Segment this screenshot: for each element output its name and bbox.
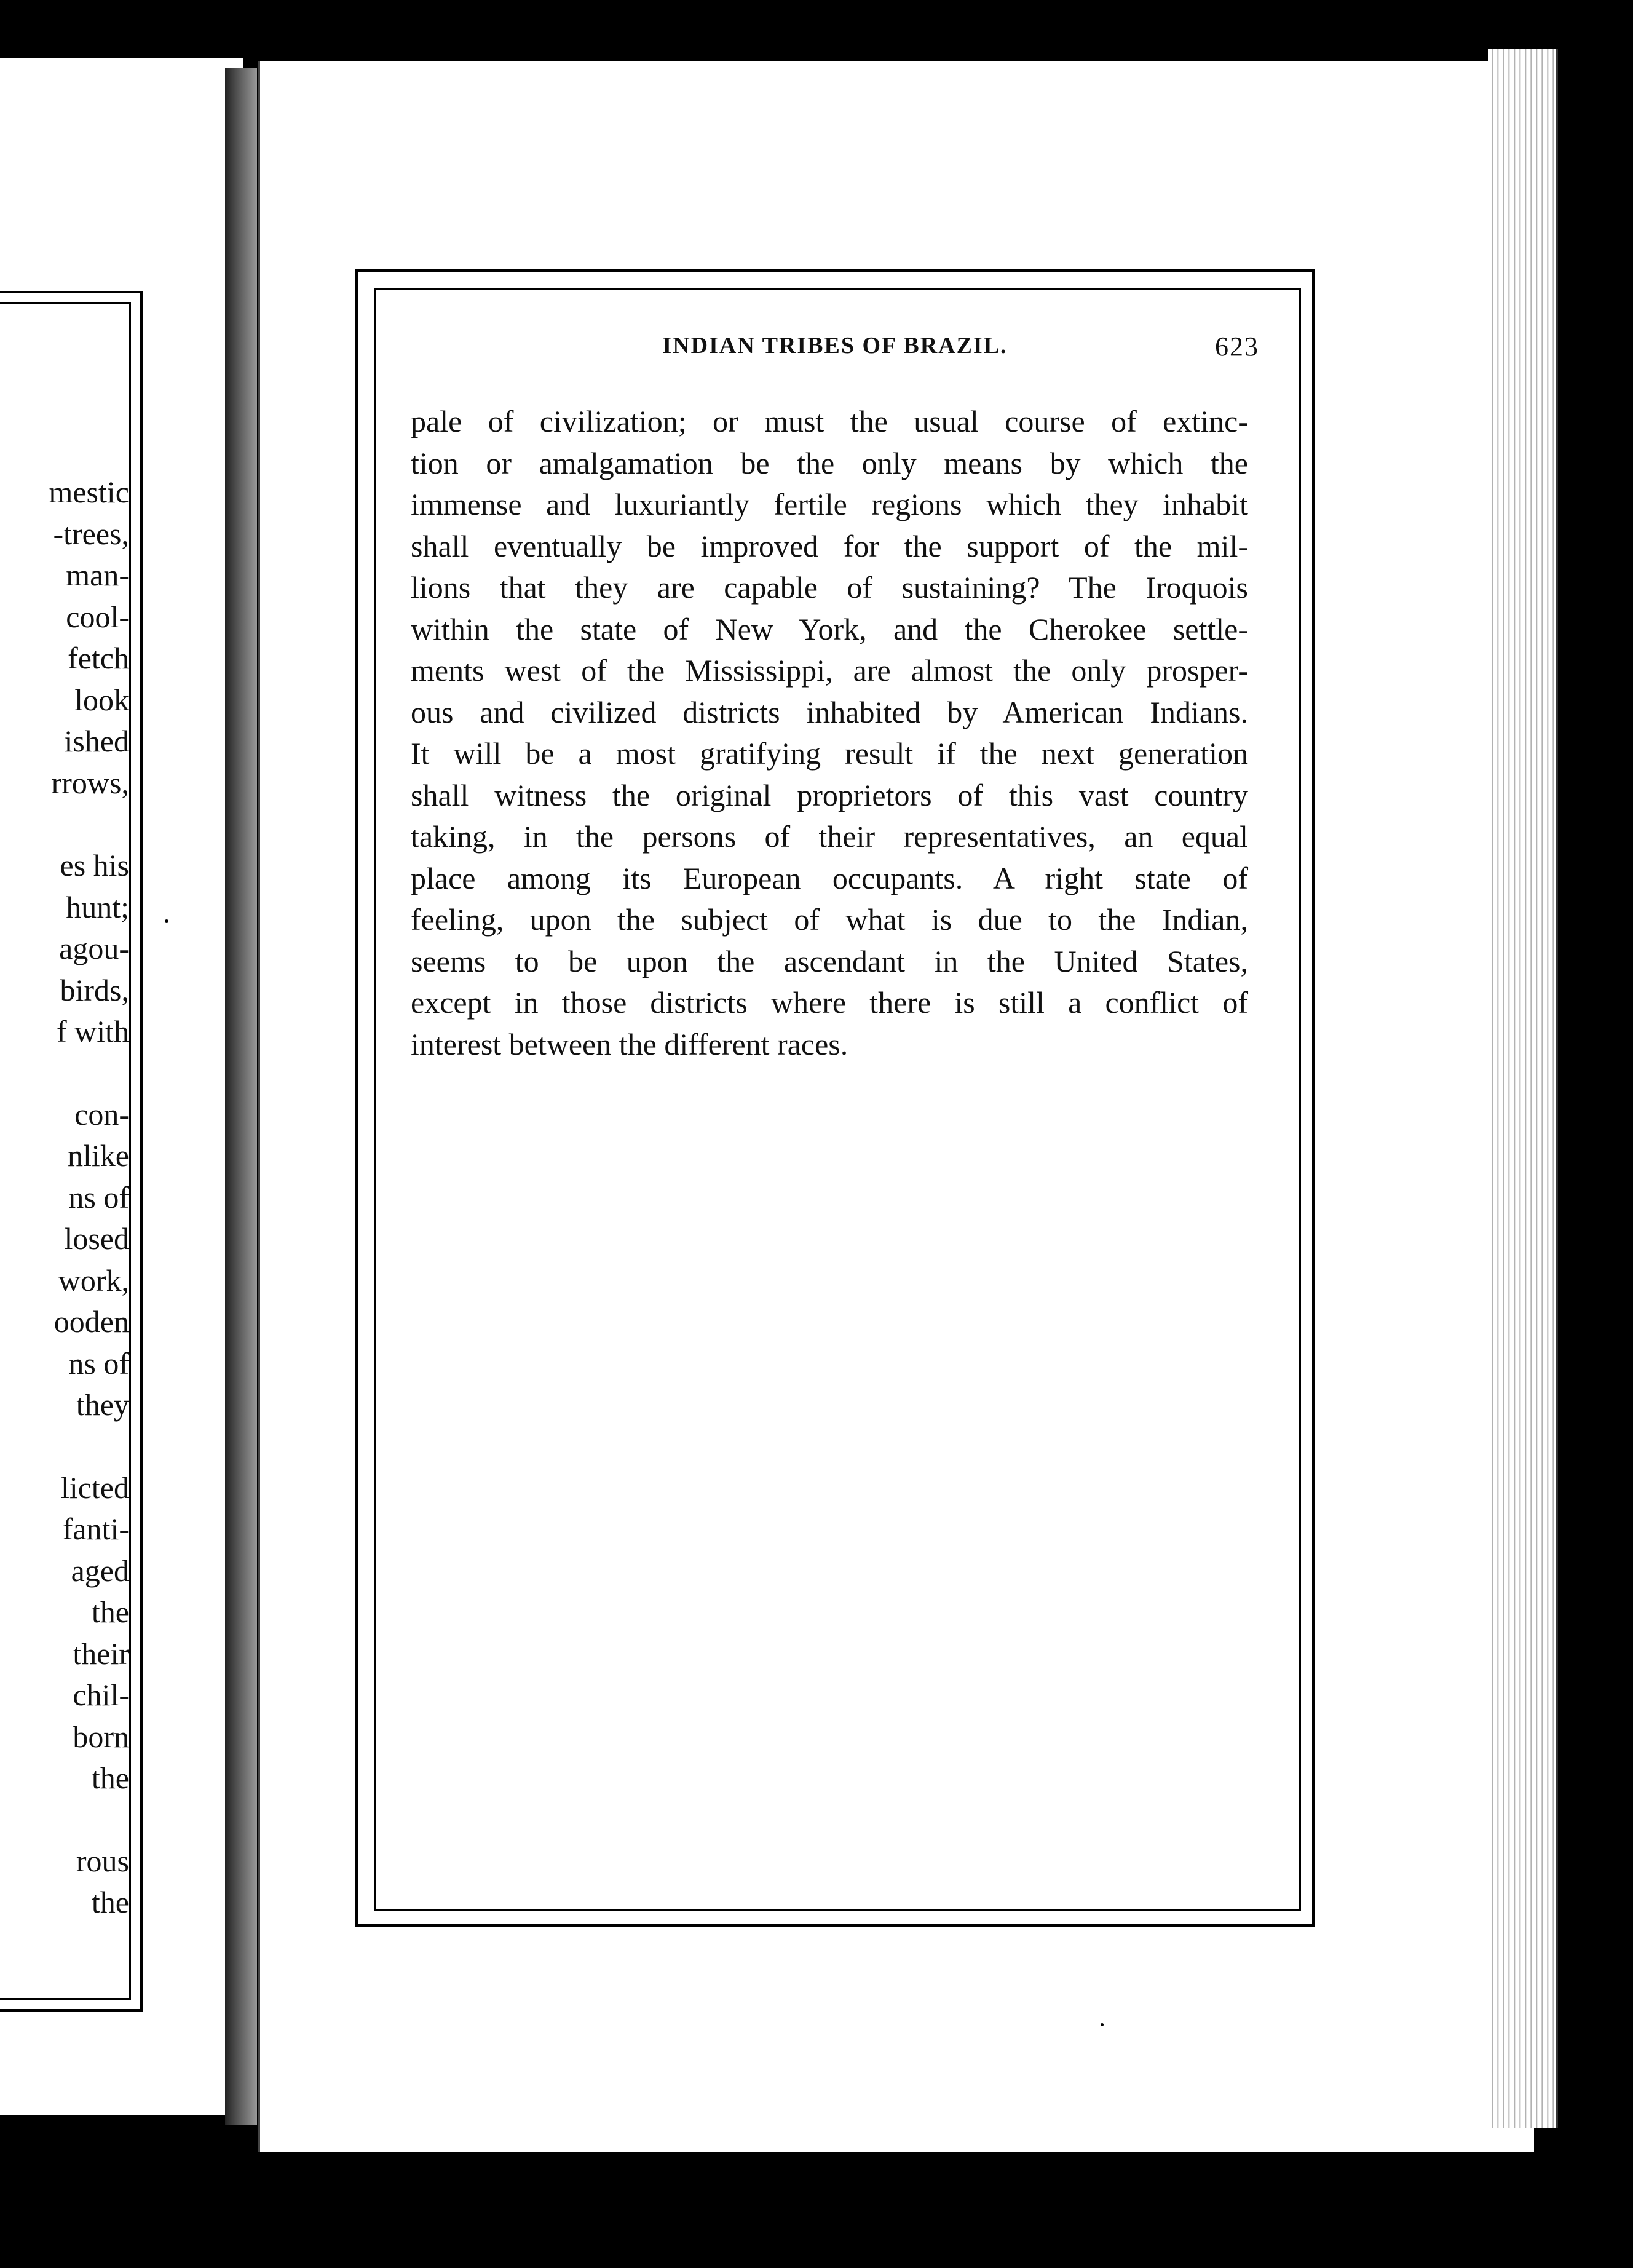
left-text-fragment: fetch [68,641,129,675]
left-text-fragment: the [91,1885,129,1919]
left-text-fragment: man- [66,558,129,592]
left-text-fragment: agou- [59,931,129,965]
text-line: immense and luxuriantly fertile regions which they inhabit [411,487,1248,521]
paragraph-gap [0,804,129,845]
speck [1101,2023,1104,2026]
left-text-fragment: mestic [49,475,129,509]
left-text-fragment: the [91,1595,129,1629]
left-text-fragment: licted [60,1470,129,1505]
body-paragraph [411,401,1248,1065]
text-line: taking, in the persons of their representatives, an equal [411,819,1248,854]
text-line: place among its European occupants. A right state of [411,860,1248,895]
left-text-fragment: ns of [68,1346,129,1381]
left-text-fragment: nlike [68,1138,129,1173]
running-head [411,332,1259,369]
left-text-fragment: con- [74,1096,129,1132]
text-line: pale of civilization; or must the usual course of extinc- [411,404,1248,438]
text-line: feeling, upon the subject of what is due to the Indian, [411,902,1248,937]
book-gutter [225,68,257,2125]
text-line: within the state of New York, and the Cherokee settle- [411,611,1248,646]
left-text-fragment: their [73,1636,129,1671]
left-text-fragment: ooden [53,1304,129,1339]
left-text-fragment: birds, [60,972,129,1007]
left-text-fragment: rous [76,1843,129,1878]
left-text-fragment: hunt; [66,889,129,924]
text-line: except in those districts where there is still a conflict of [411,985,1248,1020]
text-line: shall eventually be improved for the support of the mil- [411,528,1248,563]
left-text-fragment: -trees, [53,516,129,551]
text-line: ous and civilized districts inhabited by American Indians. [411,694,1248,729]
page-edges [1488,49,1558,2128]
left-text-fragment: born [73,1719,129,1754]
text-line: seems to be upon the ascendant in the United States, [411,943,1248,978]
left-text-fragment: f with [56,1014,129,1049]
left-text-fragment: es his [60,848,129,882]
text-line: interest between the different races. [411,1026,848,1061]
paragraph-gap [0,1053,129,1094]
speck [165,919,168,923]
paragraph-gap [0,1426,129,1467]
running-title: INDIAN TRIBES OF BRAZIL. [662,333,1008,359]
speck [652,54,657,59]
left-text-fragment: ished [64,724,129,758]
text-line: It will be a most gratifying result if the next generation [411,736,1248,771]
left-text-fragment: fanti- [62,1512,129,1546]
left-text-fragment: rrows, [51,765,129,800]
left-text-fragment: work, [58,1263,129,1298]
text-line: tion or amalgamation be the only means by which the [411,445,1248,480]
text-line: shall witness the original proprietors of this vast country [411,777,1248,812]
page-number: 623 [1215,331,1259,362]
left-text-fragment: chil- [73,1678,129,1712]
left-text-fragment: ns of [68,1180,129,1215]
left-text-fragment: they [76,1387,129,1422]
paragraph-gap [0,1799,129,1841]
left-text-fragment: losed [64,1221,129,1256]
left-facing-page [0,58,243,2115]
text-line: lions that they are capable of sustaining? The Iroquois [411,570,1248,605]
left-text-fragment: cool- [66,599,129,634]
left-text-fragment: aged [71,1553,129,1588]
text-line: ments west of the Mississippi, are almost the only prosper- [411,653,1248,688]
left-page-text-fragments [0,472,129,1924]
left-text-fragment: look [74,682,129,717]
left-text-fragment: the [91,1761,129,1795]
